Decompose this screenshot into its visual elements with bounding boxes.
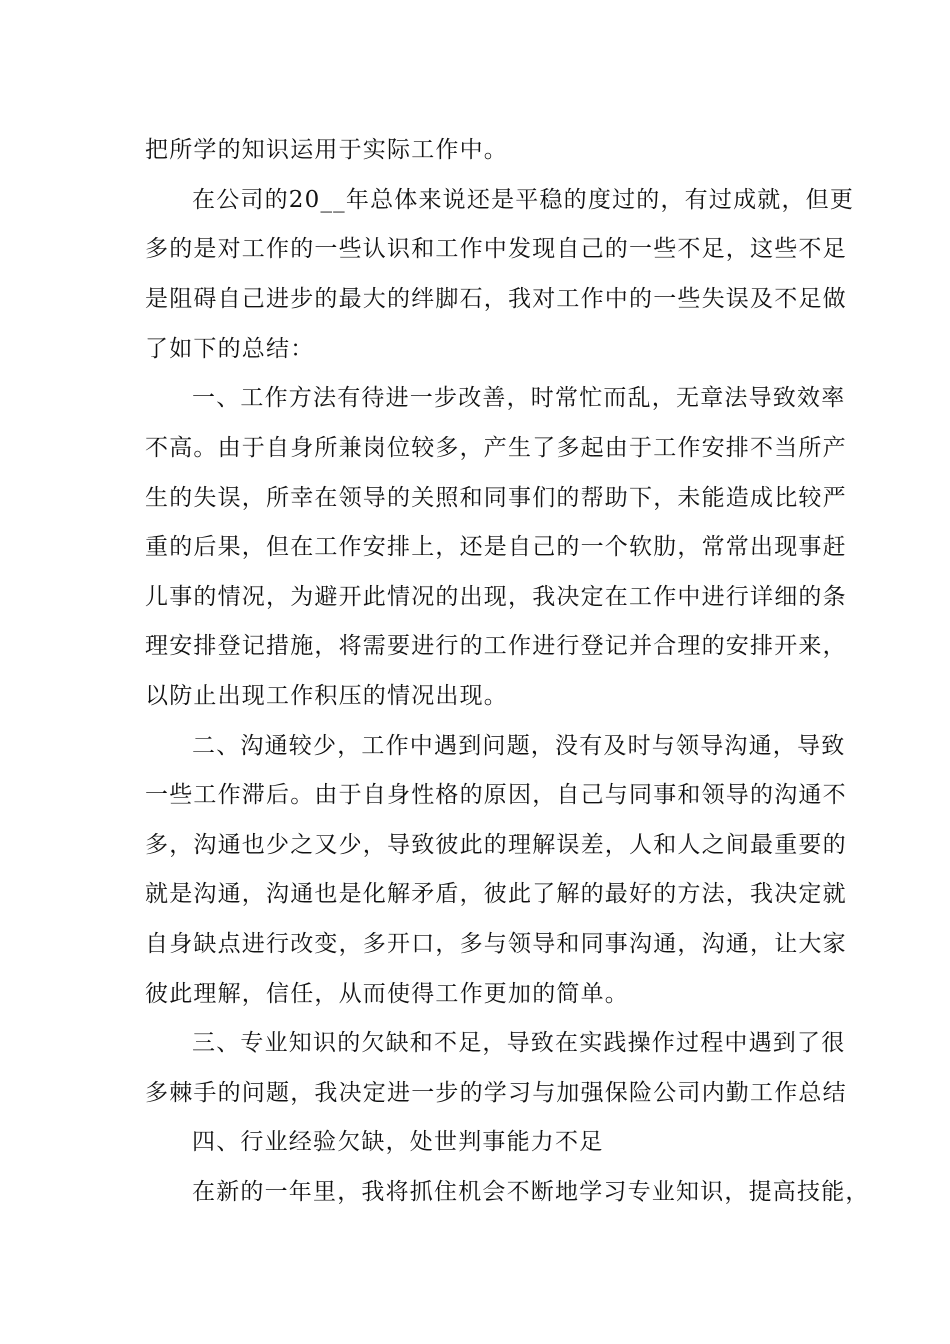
paragraph-first-line: 在公司的20__年总体来说还是平稳的度过的，有过成就，但更 xyxy=(192,187,855,213)
paragraph-first-line: 二、沟通较少，工作中遇到问题，没有及时与领导沟通，导致 xyxy=(192,733,846,759)
text-line: 儿事的情况，为避开此情况的出现，我决定在工作中进行详细的条 xyxy=(145,584,847,610)
text-line: 重的后果，但在工作安排上，还是自己的一个软肋，常常出现事赶 xyxy=(145,534,847,560)
text-line: 把所学的知识运用于实际工作中。 xyxy=(145,137,508,163)
text-line: 理安排登记措施，将需要进行的工作进行登记并合理的安排开来， xyxy=(145,633,847,659)
text-line: 生的失误，所幸在领导的关照和同事们的帮助下，未能造成比较严 xyxy=(145,485,847,511)
text-line: 是阻碍自己进步的最大的绊脚石，我对工作中的一些失误及不足做 xyxy=(145,286,847,312)
text-line: 多的是对工作的一些认识和工作中发现自己的一些不足，这些不足 xyxy=(145,236,847,262)
text-line: 一些工作滞后。由于自身性格的原因，自己与同事和领导的沟通不 xyxy=(145,782,847,808)
text-line: 多，沟通也少之又少，导致彼此的理解误差，人和人之间最重要的 xyxy=(145,832,847,858)
text-line: 彼此理解，信任，从而使得工作更加的简单。 xyxy=(145,981,629,1007)
paragraph-first-line: 三、专业知识的欠缺和不足，导致在实践操作过程中遇到了很 xyxy=(192,1030,846,1056)
text-line: 多棘手的问题，我决定进一步的学习与加强保险公司内勤工作总结 xyxy=(145,1080,847,1106)
paragraph-first-line: 在新的一年里，我将抓住机会不断地学习专业知识，提高技能， xyxy=(192,1179,870,1205)
paragraph-first-line: 一、工作方法有待进一步改善，时常忙而乱，无章法导致效率 xyxy=(192,385,846,411)
text-line: 不高。由于自身所兼岗位较多，产生了多起由于工作安排不当所产 xyxy=(145,435,847,461)
text-line: 以防止出现工作积压的情况出现。 xyxy=(145,683,508,709)
text-line: 就是沟通，沟通也是化解矛盾，彼此了解的最好的方法，我决定就 xyxy=(145,881,847,907)
paragraph-first-line: 四、行业经验欠缺，处世判事能力不足 xyxy=(192,1129,604,1155)
text-line: 了如下的总结： xyxy=(145,336,315,362)
text-line: 自身缺点进行改变，多开口，多与领导和同事沟通，沟通，让大家 xyxy=(145,931,847,957)
